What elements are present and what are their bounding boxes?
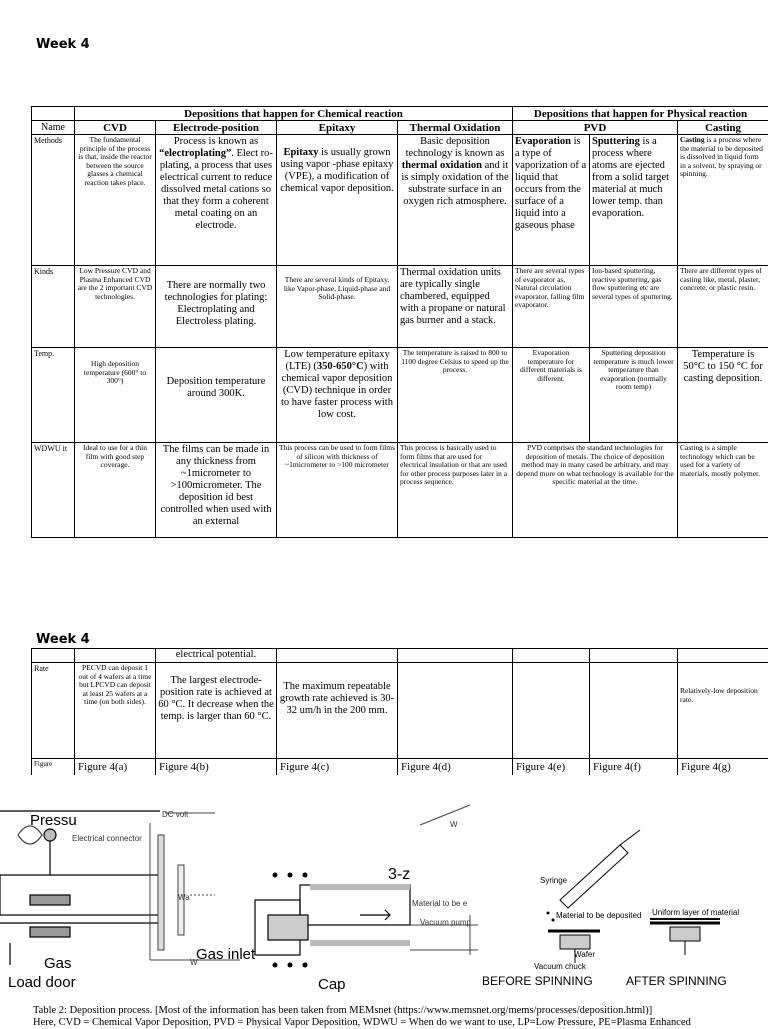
temp-sputtering: Sputtering deposition temperature is much lower temperature than evaporation (normally room temp) — [590, 348, 678, 443]
figure-sputtering: Figure 4(f) — [590, 759, 678, 776]
table-row — [32, 663, 768, 759]
pvd-header: PVD — [513, 121, 678, 135]
temp-thermal: The temperature is raised to 800 to 1100 degree Celsius to speed up the process. — [398, 348, 513, 443]
label-load-door: Load door — [8, 974, 76, 991]
figure-b-diagram — [150, 813, 240, 960]
label-pressure: Pressu — [30, 812, 77, 829]
methods-cvd: The fundamental principle of the process is that, inside the reactor between the source glasses a chemical reaction takes place. — [75, 135, 156, 266]
figure-electrode: Figure 4(b) — [156, 759, 277, 776]
wdwu-electrode: The films can be made in any thickness from ~1micrometer to >100micrometer. The deposition id best controlled when used with an external — [156, 443, 277, 538]
label-gas-inlet: Gas inlet — [196, 946, 256, 963]
figure-c-diagram — [255, 885, 410, 955]
methods-thermal: Basic deposition technology is known as thermal oxidation and it is simply oxidation of the substrate surface in an oxygen rich atmosphere. — [398, 135, 513, 266]
label-vacuum-chuck: Vacuum chuck — [534, 962, 587, 971]
table-caption — [33, 1005, 691, 1029]
figure-g-diagram — [548, 830, 720, 963]
wdwu-casting: Casting is a simple technology which can be used for a variety of materials, mostly polymer. — [678, 443, 768, 538]
week-heading-2: Week 4 — [36, 632, 90, 647]
label-w: W — [190, 958, 198, 967]
rate-electrode: The largest electrode-position rate is achieved at 60 °C. It decrease when the temp. is larger than 60 °C. — [156, 663, 277, 759]
figure-evaporation: Figure 4(e) — [513, 759, 590, 776]
figure-cvd: Figure 4(a) — [75, 759, 156, 776]
rate-epitaxy: The maximum repeatable growth rate achieved is 30-32 um/h in the 200 mm. — [277, 663, 398, 759]
epitaxy-header: Epitaxy — [277, 121, 398, 135]
temp-epitaxy: Low temperature epitaxy (LTE) (350-650°C) with chemical vapor deposition (CVD) technique in order to have faster process with low cost. — [277, 348, 398, 443]
figure-epitaxy: Figure 4(c) — [277, 759, 398, 776]
kinds-casting: There are different types of casting like, metal, plaster, concrete, or plastic resin. — [678, 266, 768, 348]
label-wafer: Wafer — [574, 950, 595, 959]
methods-evaporation: Evaporation is a type of vaporization of a liquid that occurs from the surface of a liquid into a gaseous phase — [513, 135, 590, 266]
label-material-to-be: Material to be e — [412, 899, 468, 908]
deposition-table — [31, 106, 768, 538]
temp-cvd: High deposition temperature (600° to 300°) — [75, 348, 156, 443]
label-material-deposited: Material to be deposited — [556, 911, 641, 920]
figures-illustration — [0, 775, 768, 1000]
label-vacuum-pump: Vacuum pump — [420, 918, 472, 927]
label-wa: Wa — [178, 893, 190, 902]
figure-casting: Figure 4(g) — [678, 759, 768, 776]
figure-thermal: Figure 4(d) — [398, 759, 513, 776]
caption-line-1: Table 2: Deposition process. [Most of the information has been taken from MEMsnet (https://www.memsnet.org/mems/processes/deposition.html)] — [33, 1005, 691, 1017]
table-row — [32, 759, 768, 776]
table-row — [32, 135, 768, 266]
kinds-thermal: Thermal oxidation units are typically single chambered, equipped with a propane or natural gas burner and a stack. — [398, 266, 513, 348]
wdwu-pvd: PVD comprises the standard technologies for deposition of metals. The choice of deposition method may in many cased be arbitrary, and may depend more on what technology is available for the specific material at the time. — [513, 443, 678, 538]
label-dc-volt: DC volt — [162, 810, 189, 819]
label-three-z: 3-z — [388, 866, 410, 883]
label-uniform-layer: Uniform layer of material — [652, 908, 739, 917]
deposition-table-continued — [31, 648, 768, 776]
casting-header: Casting — [678, 121, 768, 135]
rate-cvd: PECVD can deposit 1 out of 4 wafers at a time but LPCVD can deposit at least 25 wafers at a time (on both sides). — [75, 663, 156, 759]
row-label-rate: Rate — [32, 663, 75, 759]
label-after-spinning: AFTER SPINNING — [626, 974, 727, 988]
label-gas: Gas — [44, 955, 72, 972]
methods-electrode: Process is known as “electroplating”. Elect ro-plating, a process that uses electrical current to reduce dissolved metal cations so that they form a coherent metal coating on an electrode. — [156, 135, 277, 266]
rate-casting: Relatively-low deposition rate. — [678, 663, 768, 759]
wdwu-cvd: Ideal to use for a thin film with good step coverage. — [75, 443, 156, 538]
thermal-header: Thermal Oxidation — [398, 121, 513, 135]
chemical-header: Depositions that happen for Chemical reaction — [75, 107, 513, 121]
row-label-wdwu: WDWU it — [32, 443, 75, 538]
kinds-cvd: Low Pressure CVD and Plasma Enhanced CVD are the 2 important CVD technologies. — [75, 266, 156, 348]
figure-e-diagram — [410, 805, 478, 955]
label-before-spinning: BEFORE SPINNING — [482, 974, 593, 988]
week-heading: Week 4 — [36, 37, 90, 52]
table-row — [32, 348, 768, 443]
table-row — [32, 649, 768, 663]
label-syringe: Syringe — [540, 876, 568, 885]
temp-evaporation: Evaporation temperature for different materials is different. — [513, 348, 590, 443]
methods-sputtering: Sputtering is a process where atoms are ejected from a solid target material at much lower temp. than evaporation. — [590, 135, 678, 266]
temp-casting: Temperature is 50°C to 150 °C for casting deposition. — [678, 348, 768, 443]
methods-epitaxy: Epitaxy is usually grown using vapor -phase epitaxy (VPE), a modification of chemical vapor deposition. — [277, 135, 398, 266]
kinds-evaporation: There are several types of evaporator as, Natural circulation evaporator, falling film evaporator. — [513, 266, 590, 348]
table-row — [32, 266, 768, 348]
methods-casting: Casting is a process where the material to be deposited is dissolved in liquid form in a solvent, by spraying or spinning. — [678, 135, 768, 266]
row-label-temp: Temp. — [32, 348, 75, 443]
name-header: Name — [32, 121, 75, 135]
figures-strip — [0, 775, 768, 1000]
row-label-methods: Methods — [32, 135, 75, 266]
label-electrical-connector: Electrical connector — [72, 834, 142, 843]
kinds-electrode: There are normally two technologies for plating: Electroplating and Electroless plating. — [156, 266, 277, 348]
row-label-figure: Figure — [32, 759, 75, 776]
label-w-evap: W — [450, 820, 458, 829]
temp-electrode: Deposition temperature around 300K. — [156, 348, 277, 443]
caption-line-2: Here, CVD = Chemical Vapor Deposition, PVD = Physical Vapor Deposition, WDWU = When do we want to use, LP=Low Pressure, PE=Plasma Enhanced — [33, 1017, 691, 1029]
kinds-sputtering: Ion-based sputtering, reactive sputtering, gas flow sputtering etc are several types of sputtering. — [590, 266, 678, 348]
wdwu-thermal: This process is basically used to form films that are used for electrical insulation or that are used for other process purposes later in a process sequence. — [398, 443, 513, 538]
physical-header: Depositions that happen for Physical reaction — [513, 107, 768, 121]
cont-electrode: electrical potential. — [156, 649, 277, 663]
cvd-header: CVD — [75, 121, 156, 135]
row-label-kinds: Kinds — [32, 266, 75, 348]
electrode-header: Electrode-position — [156, 121, 277, 135]
table-row — [32, 443, 768, 538]
label-cap: Cap — [318, 976, 346, 993]
kinds-epitaxy: There are several kinds of Epitaxy, like Vapor-phase, Liquid-phase and Solid-phase. — [277, 266, 398, 348]
wdwu-epitaxy: This process can be used to form films of silicon with thickness of ~1micrometer to >100 micrometer — [277, 443, 398, 538]
